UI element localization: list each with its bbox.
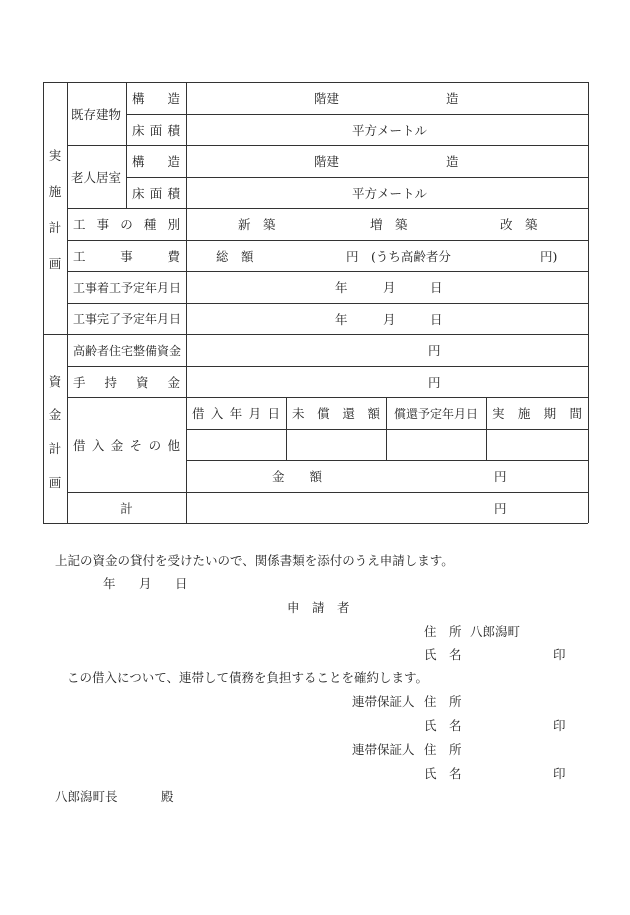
label-char: 借	[73, 437, 86, 453]
header-char: 額	[367, 406, 380, 421]
guarantor-1-label: 連帯保証人	[352, 694, 415, 709]
label-char: 工	[73, 248, 86, 264]
section-char: 資	[48, 374, 62, 389]
period-header	[492, 397, 582, 429]
header-char: 償	[317, 406, 330, 421]
label-char: 構	[132, 91, 145, 106]
label-char: の	[148, 437, 162, 453]
own-fund-value[interactable]	[186, 366, 588, 397]
applicant-address-value[interactable]: 八郎潟町	[470, 624, 521, 639]
work-type-label	[73, 208, 180, 240]
floor-area-value-elderly[interactable]	[186, 177, 588, 208]
repayment-date-input[interactable]	[386, 429, 486, 460]
structure-suffix: 造	[446, 154, 459, 169]
label-char: 面	[149, 185, 163, 201]
total-label: 総 額	[216, 248, 254, 264]
label-char: 別	[167, 217, 180, 232]
header-text: 償還予定年月日	[393, 406, 478, 421]
month-text: 月	[383, 280, 396, 295]
label-char: 造	[167, 91, 180, 106]
elderly-portion-text: 円 (うち高齢者分	[346, 248, 451, 264]
label-char: 金	[110, 437, 124, 453]
structure-value-elderly[interactable]	[186, 145, 588, 177]
label-char: 構	[132, 154, 145, 169]
label-char: 資	[135, 374, 149, 390]
structure-value-existing[interactable]	[186, 82, 588, 114]
guarantor-2-name-label: 氏 名	[424, 766, 462, 781]
start-date-label: 工事着工予定年月日	[73, 280, 182, 295]
header-char: 施	[517, 406, 531, 421]
label-char: 床	[132, 185, 145, 201]
structure-label	[132, 82, 180, 114]
existing-building-label: 既存建物	[71, 106, 122, 122]
applicant-address-label: 住 所	[424, 624, 462, 639]
header-char: 実	[492, 406, 505, 421]
application-statement: 上記の資金の貸付を受けたいので、関係書類を添付のうえ申請します。	[55, 553, 454, 568]
amount-label: 金 額	[272, 469, 323, 484]
guarantor-1-address-label: 住 所	[424, 694, 462, 709]
total-value[interactable]	[186, 492, 588, 523]
label-char: 金	[167, 374, 180, 390]
total-label: 計	[120, 500, 133, 516]
guarantor-2-address-label: 住 所	[424, 742, 462, 757]
label-char: の	[120, 217, 133, 232]
label-char: 事	[120, 248, 133, 264]
floor-area-value-existing[interactable]	[186, 114, 588, 145]
end-date-value[interactable]	[186, 303, 588, 334]
header-char: 期	[543, 406, 557, 421]
label-char: 工	[73, 217, 86, 232]
floor-area-label	[132, 114, 180, 145]
end-date-label: 工事完了予定年月日	[73, 312, 182, 326]
label-char: 事	[96, 217, 110, 232]
yen-text: 円	[428, 374, 441, 390]
section-char: 金	[48, 407, 62, 422]
construction-cost-label	[73, 240, 180, 271]
header-char: 未	[292, 406, 305, 421]
month-text: 月	[383, 311, 396, 327]
label-char: 面	[149, 122, 163, 138]
day-text: 日	[175, 576, 188, 591]
structure-label	[132, 145, 180, 177]
unpaid-amount-input[interactable]	[286, 429, 386, 460]
label-char: 入	[91, 437, 105, 453]
period-input[interactable]	[486, 429, 588, 460]
header-char: 日	[267, 406, 280, 421]
own-fund-label	[73, 366, 180, 397]
guarantor-1-name-label: 氏 名	[424, 718, 462, 733]
recipient: 八郎潟町長	[55, 789, 118, 804]
option-new-build[interactable]: 新 築	[238, 217, 276, 232]
label-char: 手	[73, 374, 86, 390]
elderly-housing-fund-value[interactable]	[186, 334, 588, 366]
year-text: 年	[103, 576, 116, 591]
unit-text: 平方メートル	[352, 122, 428, 138]
floor-area-label	[132, 177, 180, 208]
yen-text: 円	[428, 343, 441, 358]
day-text: 日	[430, 280, 443, 295]
section-char: 計	[48, 441, 62, 456]
header-char: 年	[229, 406, 243, 421]
section-char: 実	[48, 148, 62, 163]
guarantee-statement: この借入について、連帯して債務を負担することを確約します。	[67, 670, 429, 685]
label-char: 積	[167, 122, 180, 138]
loan-date-input[interactable]	[186, 429, 286, 460]
label-char: 床	[132, 122, 145, 138]
elderly-housing-fund-label: 高齢者住宅整備資金	[73, 343, 182, 358]
day-text: 日	[430, 311, 443, 327]
loan-other-label	[73, 429, 180, 460]
unpaid-amount-header	[292, 397, 380, 429]
header-char: 借	[192, 406, 205, 421]
label-char: そ	[129, 437, 143, 453]
elderly-room-label: 老人居室	[71, 169, 122, 185]
yen-text: 円	[494, 500, 507, 516]
label-char: 積	[167, 185, 180, 201]
yen-text: 円	[494, 469, 507, 484]
yen-close-text: 円)	[540, 248, 558, 264]
section-char: 計	[48, 220, 62, 235]
label-char: 他	[167, 437, 180, 453]
applicant-name-label: 氏 名	[424, 647, 462, 662]
unit-text: 平方メートル	[352, 185, 428, 201]
recipient-honorific: 殿	[161, 789, 174, 804]
start-date-value[interactable]	[186, 271, 588, 303]
section-char: 画	[48, 475, 62, 490]
floors-text: 階建	[314, 154, 340, 169]
label-char: 造	[167, 154, 180, 169]
header-char: 入	[210, 406, 224, 421]
guarantor-1-seal: 印	[553, 718, 566, 733]
applicant-seal: 印	[553, 647, 566, 662]
year-text: 年	[335, 311, 348, 327]
header-char: 間	[569, 406, 582, 421]
header-char: 月	[248, 406, 262, 421]
loan-date-header	[192, 397, 280, 429]
guarantor-2-label: 連帯保証人	[352, 742, 415, 757]
structure-suffix: 造	[446, 91, 459, 106]
label-char: 持	[104, 374, 117, 390]
work-type-options[interactable]	[186, 208, 588, 240]
section-char: 画	[48, 256, 62, 271]
option-reconstruction[interactable]: 改 築	[500, 217, 538, 232]
month-text: 月	[139, 576, 152, 591]
loan-amount-row[interactable]	[186, 460, 588, 492]
header-char: 還	[342, 406, 355, 421]
label-char: 費	[167, 248, 180, 264]
applicant-label: 申 請 者	[287, 600, 350, 615]
label-char: 種	[143, 217, 157, 232]
guarantor-2-seal: 印	[553, 766, 566, 781]
construction-cost-value[interactable]	[186, 240, 588, 271]
option-extension[interactable]: 増 築	[370, 217, 408, 232]
repayment-date-header	[386, 397, 486, 429]
floors-text: 階建	[314, 91, 340, 106]
section-char: 施	[48, 184, 62, 199]
year-text: 年	[335, 280, 348, 295]
